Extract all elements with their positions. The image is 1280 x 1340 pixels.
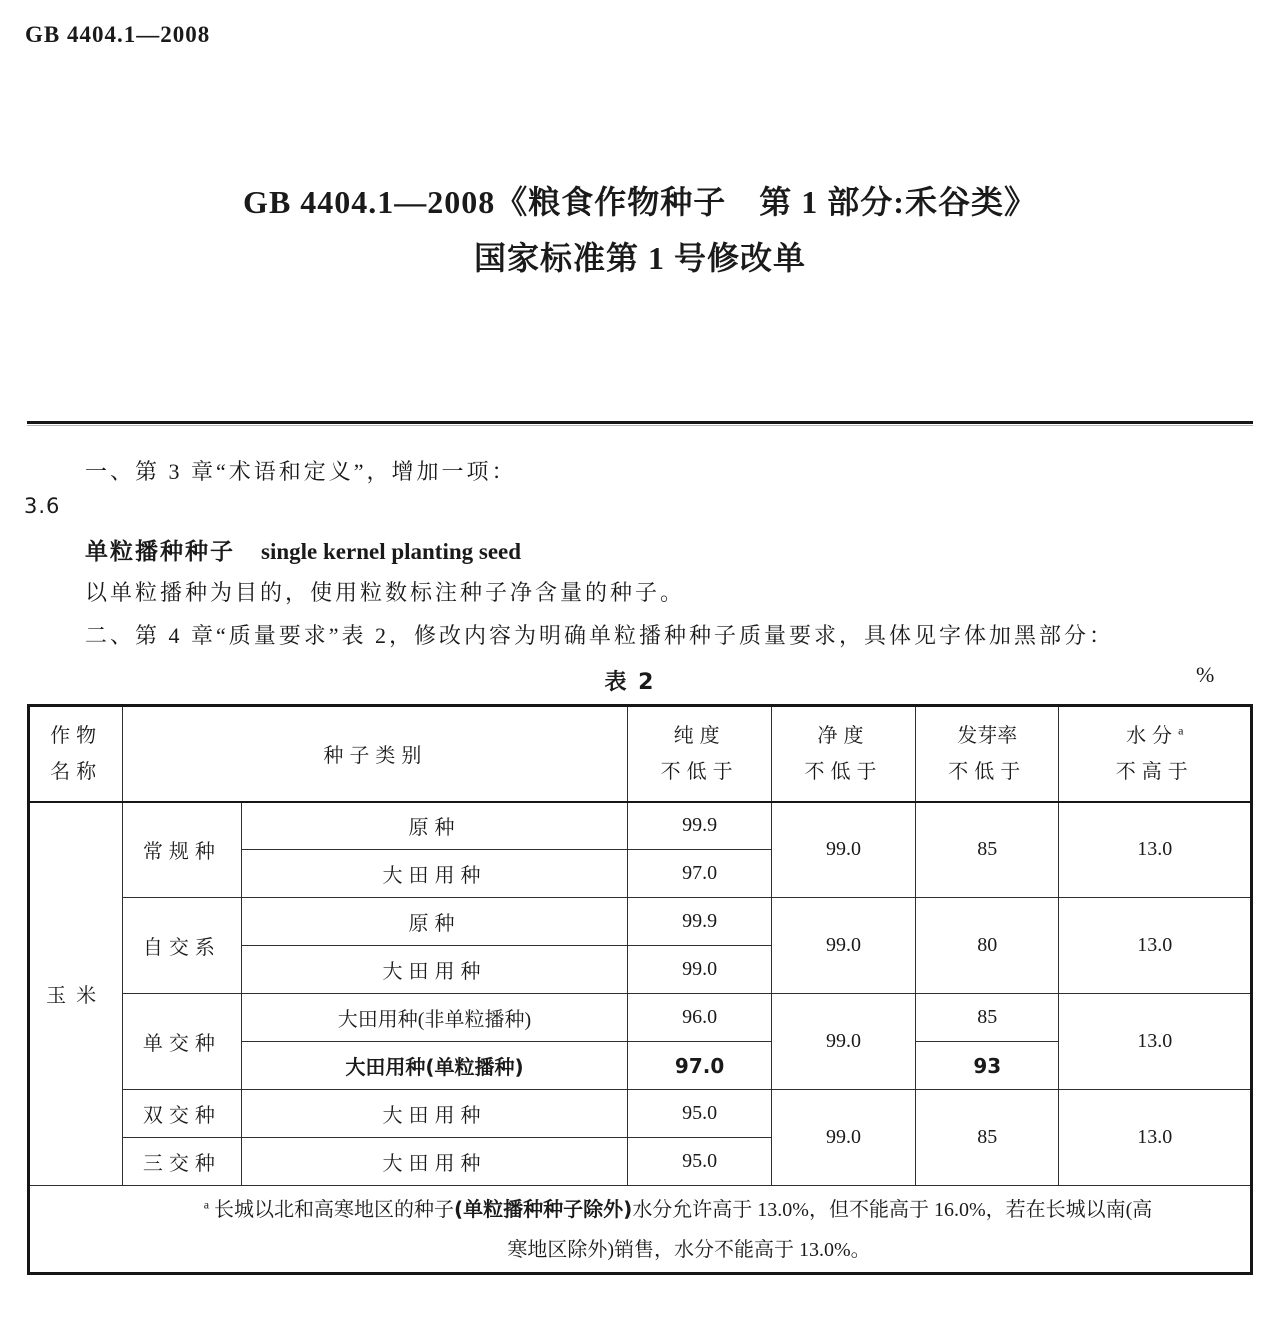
kind-cell: 原种 [241, 898, 628, 946]
footnote-text: 长城以北和高寒地区的种子 [214, 1198, 455, 1221]
purity-cell: 99.0 [628, 946, 771, 994]
table-footnote-row [29, 1186, 1252, 1274]
footnote-line2: 寒地区除外)销售，水分不能高于 13.0%。 [507, 1238, 871, 1261]
group-cell: 单交种 [123, 994, 241, 1090]
footnote-text: 水分允许高于 13.0%，但不能高于 16.0%，若在长城以南(高 [632, 1198, 1153, 1221]
header-category [123, 706, 628, 802]
term-chinese: 单粒播种种子 [85, 539, 235, 565]
header-moisture [1059, 706, 1252, 802]
quality-table [27, 704, 1253, 1275]
footnote-line1 [106, 1189, 1250, 1230]
table-footnote [29, 1186, 1252, 1274]
cleanliness-cell: 99.0 [771, 898, 915, 994]
page-title-line1: GB 4404.1—2008《粮食作物种子 第 1 部分:禾谷类》 [243, 184, 1037, 220]
purity-cell: 99.9 [628, 802, 771, 850]
kind-cell: 大田用种 [241, 850, 628, 898]
doc-code: GB 4404.1—2008 [25, 22, 211, 47]
germination-cell: 93 [916, 1042, 1059, 1090]
header-purity-line1: 纯度 [673, 724, 726, 747]
header-germination-line2: 不低于 [948, 760, 1027, 783]
header-cleanliness-line2: 不低于 [804, 760, 883, 783]
kind-cell: 大田用种 [241, 1090, 628, 1138]
header-purity-line2: 不低于 [660, 760, 739, 783]
header-moisture-line2: 不高于 [1115, 760, 1194, 783]
header-crop-line1: 作物 [50, 724, 103, 747]
group-cell: 自交系 [123, 898, 241, 994]
table-unit: % [1196, 662, 1215, 687]
clause-number: 3.6 [24, 494, 61, 518]
cleanliness-cell: 99.0 [771, 1090, 915, 1186]
header-crop [29, 706, 123, 802]
purity-cell: 99.9 [628, 898, 771, 946]
table-row [29, 1090, 1252, 1138]
kind-cell: 大田用种(单粒播种) [241, 1042, 628, 1090]
moisture-cell: 13.0 [1059, 1090, 1252, 1186]
table-row [29, 898, 1252, 946]
horizontal-rule-thick [27, 421, 1253, 424]
header-moisture-line1: 水分 [1126, 724, 1179, 747]
cleanliness-cell: 99.0 [771, 802, 915, 898]
header-crop-line2: 名称 [50, 760, 103, 783]
para-amendment-2: 二、第 4 章“质量要求”表 2，修改内容为明确单粒播种种子质量要求，具体见字体加黑部分： [85, 623, 1115, 648]
purity-cell: 95.0 [628, 1138, 771, 1186]
header-purity [628, 706, 771, 802]
cleanliness-cell: 99.0 [771, 994, 915, 1090]
horizontal-rule-shadow [27, 425, 1253, 426]
group-cell: 常规种 [123, 802, 241, 898]
table-caption: 表 2 [604, 670, 656, 695]
header-cleanliness [771, 706, 915, 802]
crop-name-cell: 玉米 [29, 802, 123, 1186]
purity-cell: 97.0 [628, 850, 771, 898]
germination-cell: 85 [916, 802, 1059, 898]
header-moisture-footnote-marker: a [1178, 723, 1184, 738]
moisture-cell: 13.0 [1059, 994, 1252, 1090]
header-category-label: 种子类别 [323, 745, 428, 768]
moisture-cell: 13.0 [1059, 802, 1252, 898]
group-cell: 双交种 [123, 1090, 241, 1138]
purity-cell: 95.0 [628, 1090, 771, 1138]
page-title-line2: 国家标准第 1 号修改单 [473, 240, 806, 276]
table-row [29, 802, 1252, 850]
table-row [29, 994, 1252, 1042]
para-amendment-1: 一、第 3 章“术语和定义”，增加一项： [85, 459, 517, 484]
header-germination-line1: 发芽率 [957, 724, 1018, 747]
term-line [85, 533, 521, 566]
header-cleanliness-line1: 净度 [817, 724, 870, 747]
purity-cell: 97.0 [628, 1042, 771, 1090]
group-cell: 三交种 [123, 1138, 241, 1186]
kind-cell: 原种 [241, 802, 628, 850]
footnote-marker: a [203, 1196, 210, 1211]
germination-cell: 85 [916, 1090, 1059, 1186]
page-title [0, 174, 1280, 286]
term-definition: 以单粒播种为目的，使用粒数标注种子净含量的种子。 [85, 580, 686, 605]
moisture-cell: 13.0 [1059, 898, 1252, 994]
term-english: single kernel planting seed [261, 539, 522, 564]
footnote-bold-text: (单粒播种种子除外) [454, 1196, 633, 1221]
horizontal-rule [27, 421, 1253, 426]
kind-cell: 大田用种 [241, 1138, 628, 1186]
table-header-row [29, 706, 1252, 802]
germination-cell: 80 [916, 898, 1059, 994]
header-germination [916, 706, 1059, 802]
kind-cell: 大田用种(非单粒播种) [241, 994, 628, 1042]
germination-cell: 85 [916, 994, 1059, 1042]
purity-cell: 96.0 [628, 994, 771, 1042]
kind-cell: 大田用种 [241, 946, 628, 994]
